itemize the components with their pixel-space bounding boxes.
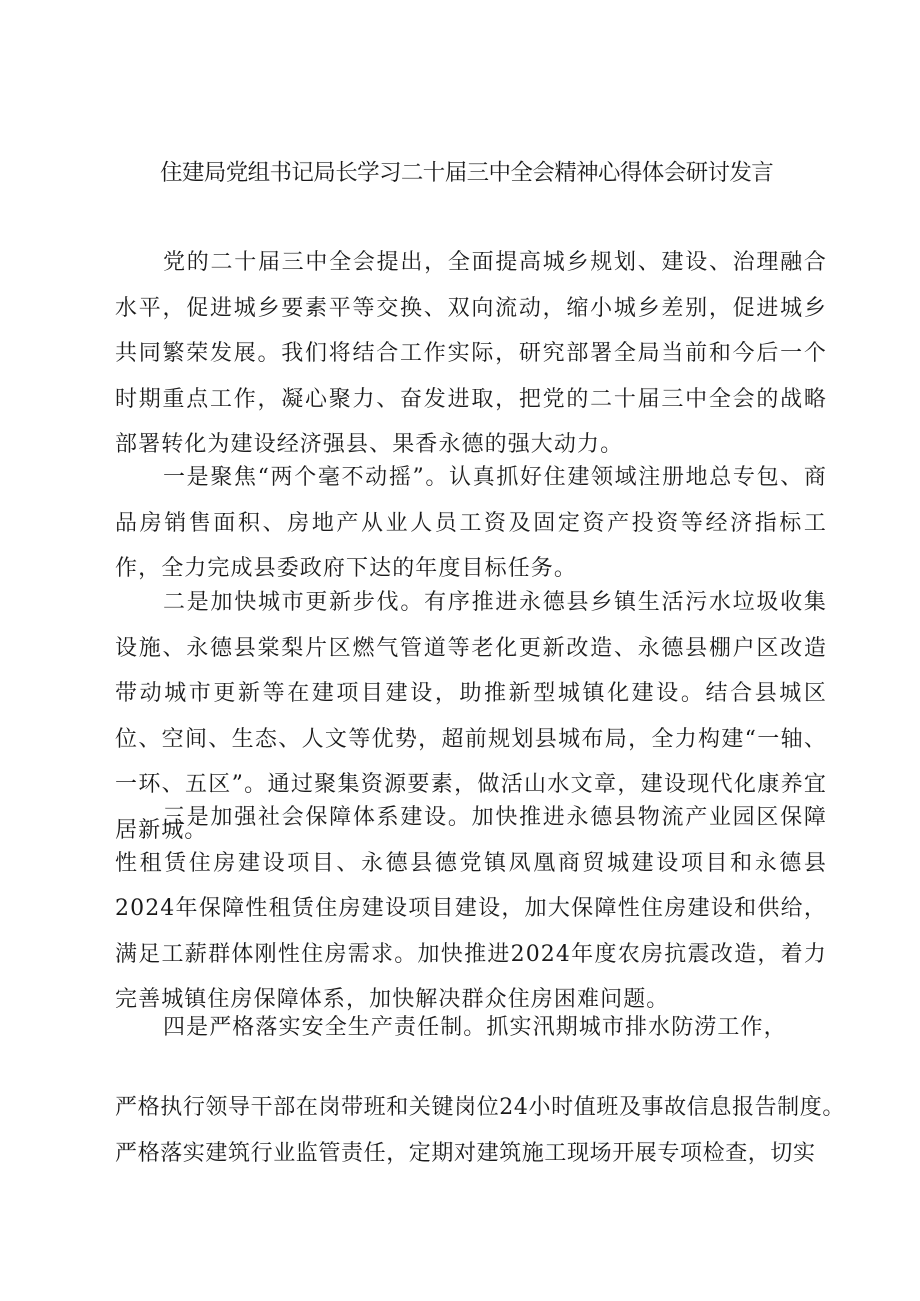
paragraph-point-one: 一是聚焦“两个毫不动摇”。认真抓好住建领域注册地总专包、商品房销售面积、房地产从业人员工资及固定资产投资等经济指标工作，全力完成县委政府下达的年度目标任务。: [115, 465, 827, 581]
paragraph-intro: 党的二十届三中全会提出，全面提高城乡规划、建设、治理融合水平，促进城乡要素平等交换、双向流动，缩小城乡差别，促进城乡共同繁荣发展。我们将结合工作实际，研究部署全局当前和今后一个时期重点工作，凝心聚力、奋发进取，把党的二十届三中全会的战略部署转化为建设经济强县、果香永德的强大动力。: [115, 250, 827, 457]
paragraph-point-three: 三是加强社会保障体系建设。加快推进永德县物流产业园区保障性租赁住房建设项目、永德县德党镇凤凰商贸城建设项目和永德县2024年保障性租赁住房建设项目建设，加大保障性住房建设和供给，满足工薪群体刚性住房需求。加快推进2024年度农房抗震改造，着力完善城镇住房保障体系，加快解决群众住房困难问题。: [115, 805, 827, 1012]
document-title: 住建局党组书记局长学习二十届三中全会精神心得体会研讨发言: [160, 160, 774, 186]
paragraph-point-four: 四是严格落实安全生产责任制。抓实汛期城市排水防涝工作，: [163, 1015, 787, 1040]
paragraph-point-four-continued: 严格执行领导干部在岗带班和关键岗位24小时值班及事故信息报告制度。严格落实建筑行业监管责任，定期对建筑施工现场开展专项检查，切实: [115, 1095, 845, 1166]
paragraph-point-two: 二是加快城市更新步伐。有序推进永德县乡镇生活污水垃圾收集设施、永德县棠梨片区燃气管道等老化更新改造、永德县棚户区改造带动城市更新等在建项目建设，助推新型城镇化建设。结合县城区位、空间、生态、人文等优势，超前规划县城布局，全力构建“一轴、一环、五区”。通过聚集资源要素，做活山水文章，建设现代化康养宜居新城。: [115, 590, 827, 843]
